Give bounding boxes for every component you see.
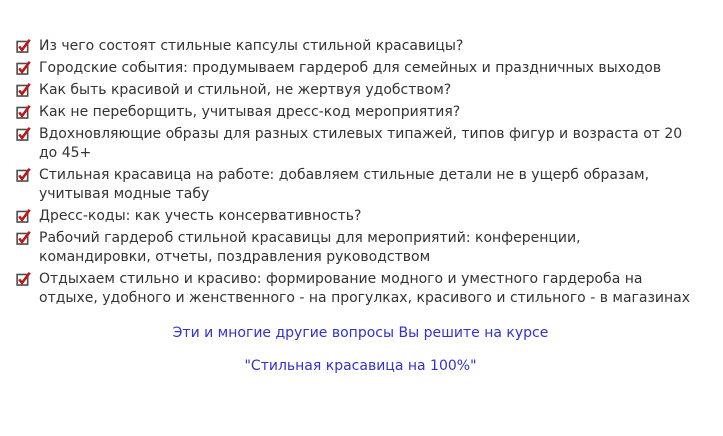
list-item [16, 59, 705, 78]
footer-lead-text: Эти и многие другие вопросы Вы решите на курсе [172, 325, 549, 341]
list-item [16, 81, 705, 100]
list-item [16, 270, 705, 308]
checked-checkbox-icon [16, 271, 32, 287]
list-item-text: Как не переборщить, учитывая дресс-код мероприятия? [39, 104, 461, 120]
list-item [16, 229, 705, 267]
checked-checkbox-icon [16, 38, 32, 54]
list-item [16, 103, 705, 122]
list-item-text: Дресс-коды: как учесть консервативность? [39, 208, 362, 224]
list-item-text: Рабочий гардероб стильной красавицы для мероприятий: конференции, командировки, отчеты, поздравления руководством [39, 230, 581, 265]
list-item-text: Отдыхаем стильно и красиво: формирование модного и уместного гардероба на отдыхе, удобного и женственного - на прогулках, красивого и стильного - в магазинах [39, 271, 691, 306]
list-item-text: Стильная красавица на работе: добавляем стильные детали не в ущерб образам, учитывая модные табу [39, 167, 650, 202]
list-item [16, 37, 705, 56]
checked-checkbox-icon [16, 230, 32, 246]
checked-checkbox-icon [16, 126, 32, 142]
course-topics-list [16, 37, 705, 308]
checked-checkbox-icon [16, 104, 32, 120]
list-item-text: Как быть красивой и стильной, не жертвуя удобством? [39, 82, 452, 98]
checked-checkbox-icon [16, 60, 32, 76]
list-item-text: Из чего состоят стильные капсулы стильной красавицы? [39, 38, 464, 54]
list-item [16, 166, 705, 204]
checked-checkbox-icon [16, 167, 32, 183]
course-title-text: "Стильная красавица на 100%" [244, 358, 477, 374]
checked-checkbox-icon [16, 208, 32, 224]
list-item-text: Городские события: продумываем гардероб для семейных и праздничных выходов [39, 60, 662, 76]
footer [16, 324, 705, 376]
checked-checkbox-icon [16, 82, 32, 98]
list-item-text: Вдохновляющие образы для разных стилевых типажей, типов фигур и возраста от 20 до 45+ [39, 126, 683, 161]
list-item [16, 207, 705, 226]
list-item [16, 125, 705, 163]
